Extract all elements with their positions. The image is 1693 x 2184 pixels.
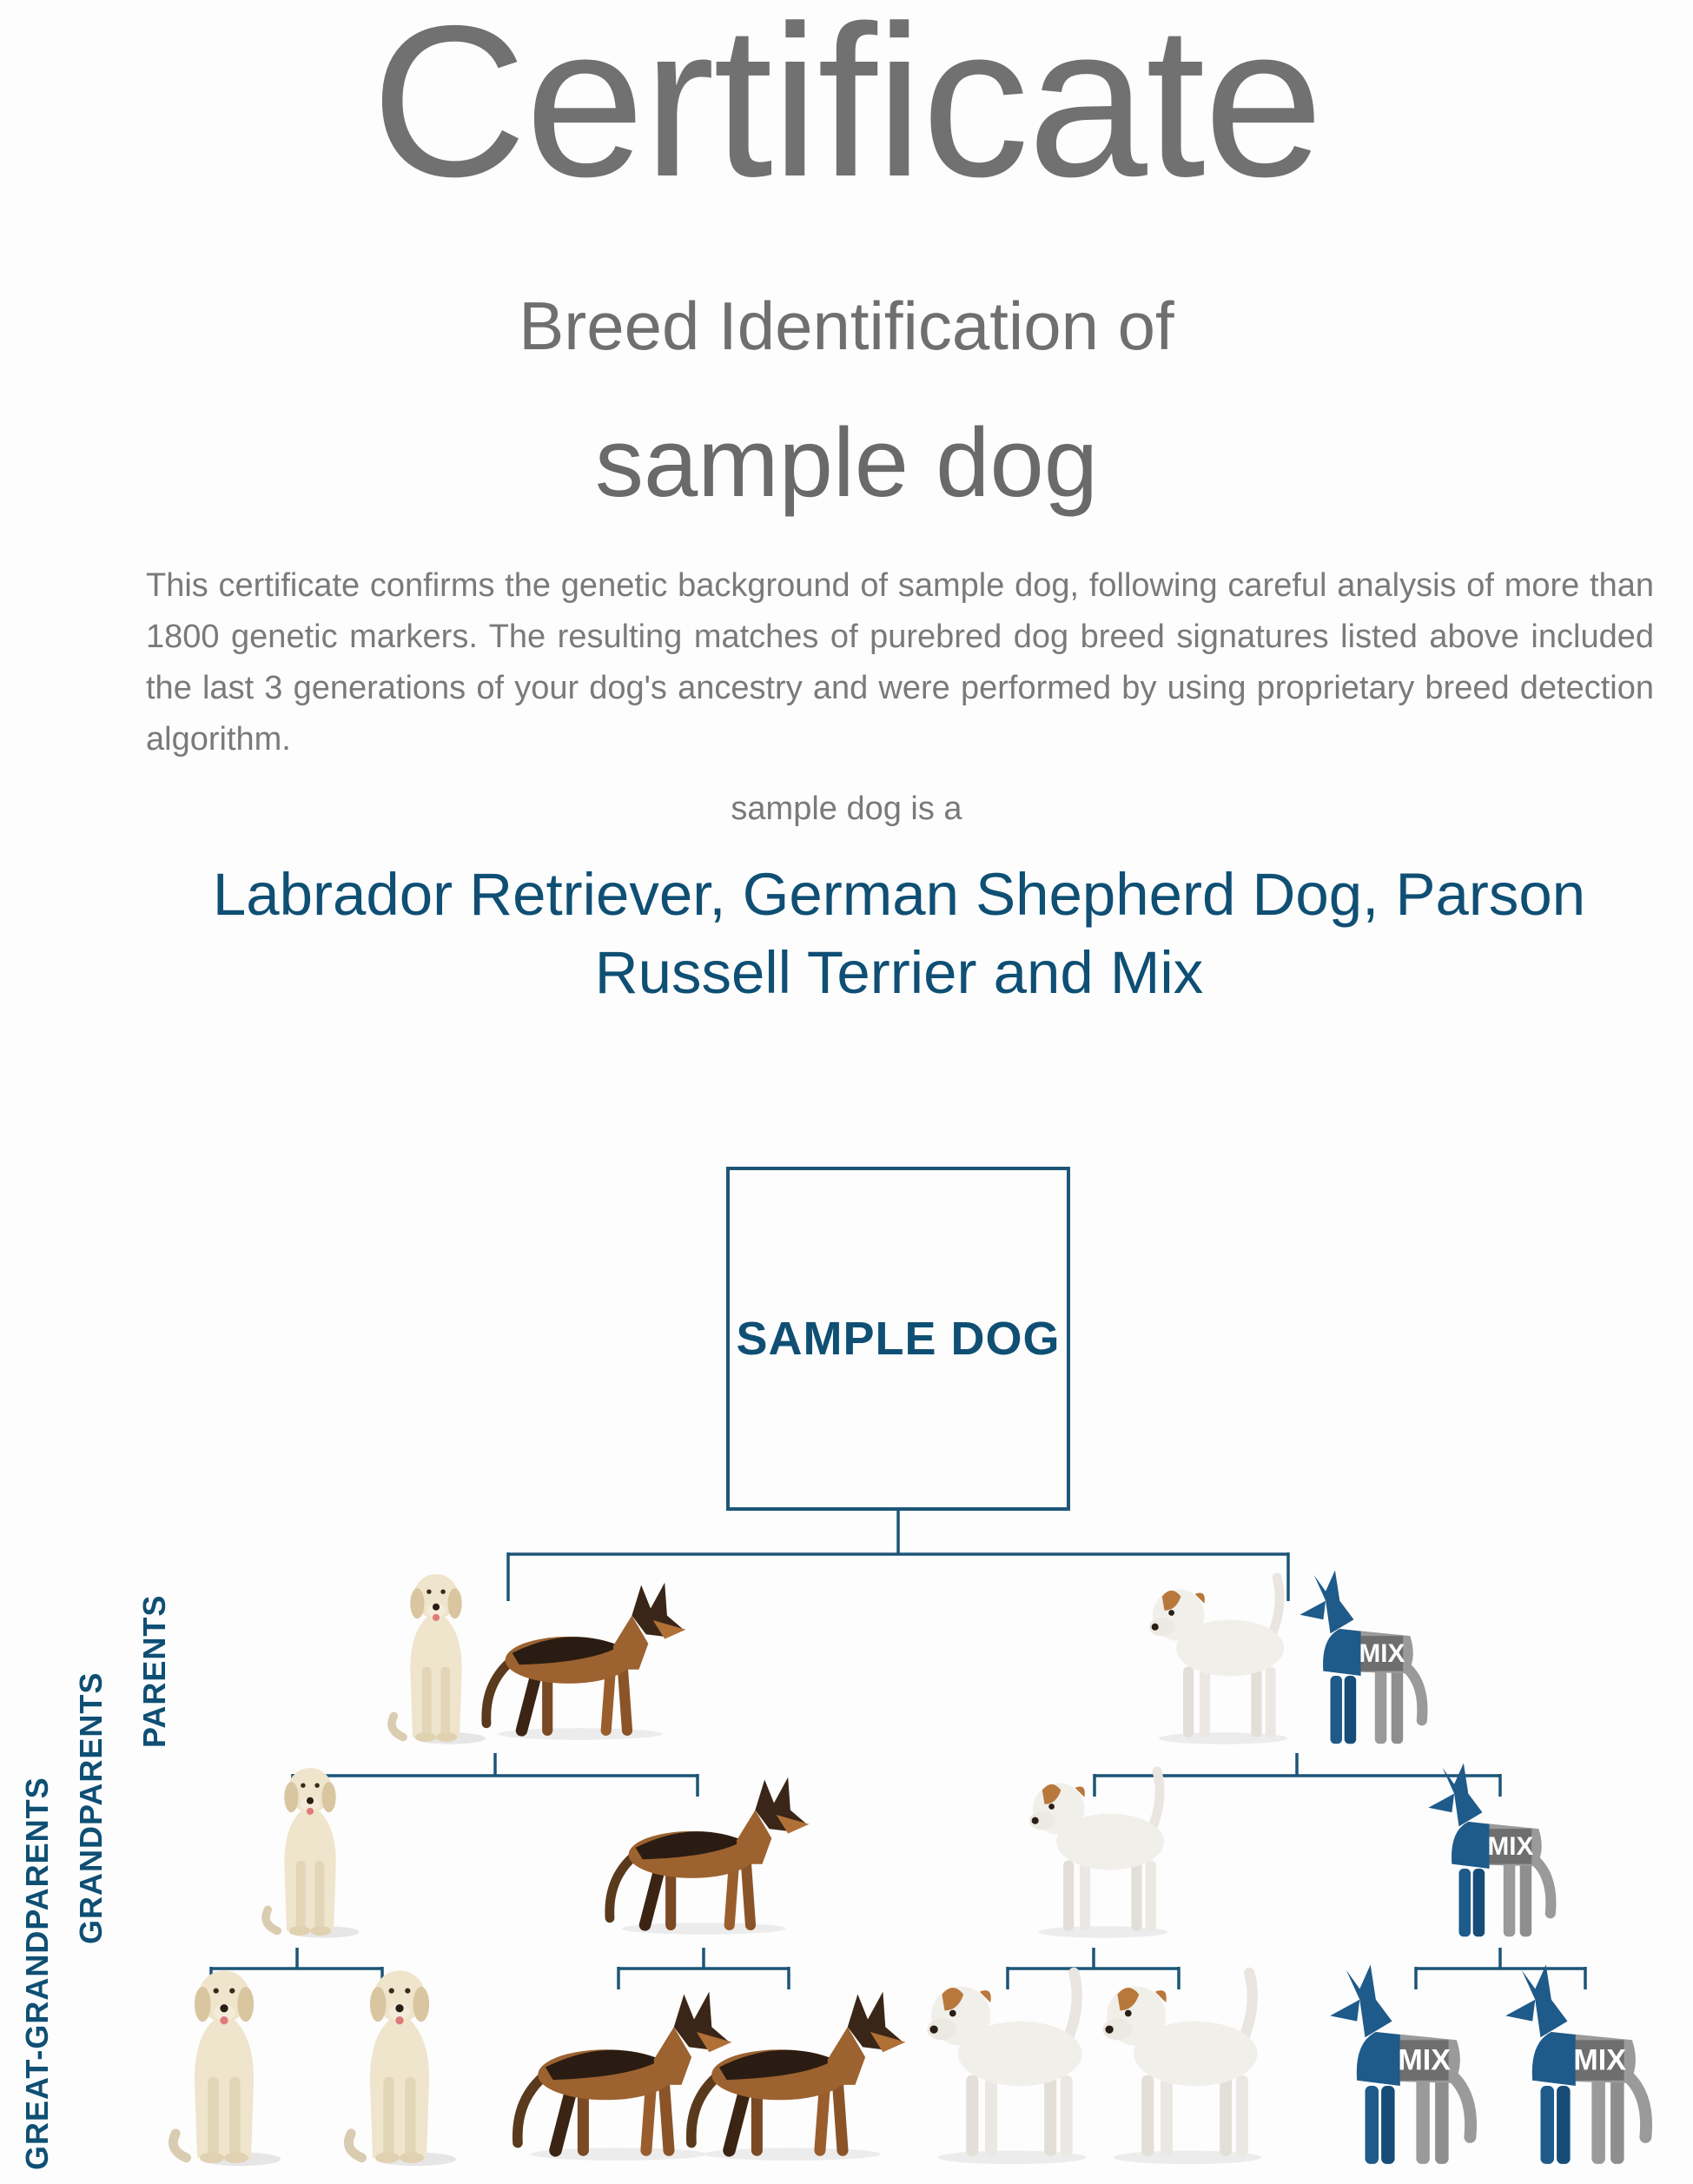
tree-root-label: SAMPLE DOG: [736, 1313, 1061, 1365]
german-shepherd-icon: [518, 1992, 732, 2161]
mix-breed-icon: [1505, 1965, 1646, 2164]
grandparents-label: GRANDPARENTS: [73, 1671, 109, 1944]
parents-label: PARENTS: [136, 1594, 172, 1748]
german-shepherd-icon: [691, 1992, 906, 2161]
tree-connectors: [211, 1511, 1585, 1989]
parson-russell-terrier-icon: [927, 1973, 1086, 2164]
labrador-retriever-icon: [173, 1970, 281, 2166]
breed-lead-in: sample dog is a: [731, 791, 962, 827]
mix-breed-icon: [1428, 1764, 1551, 1937]
parson-russell-terrier-icon: [1029, 1771, 1167, 1938]
dog-name: sample dog: [594, 408, 1099, 517]
certificate-title: Certificate: [371, 0, 1322, 222]
parson-russell-terrier-icon: [1102, 1973, 1261, 2164]
parson-russell-terrier-icon: [1149, 1578, 1287, 1744]
mix-breed-icon: [1300, 1571, 1422, 1744]
mix-breed-icon: [1330, 1965, 1471, 2164]
german-shepherd-icon: [610, 1777, 810, 1935]
great-grandparents-label: GREAT-GRANDPARENTS: [19, 1777, 55, 2170]
labrador-retriever-icon: [392, 1574, 486, 1744]
breed-result: Labrador Retriever, German Shepherd Dog, Parson Russell Terrier and Mix: [212, 861, 1586, 1006]
german-shepherd-icon: [486, 1583, 686, 1740]
certificate-subtitle: Breed Identification of: [519, 288, 1174, 364]
labrador-retriever-icon: [266, 1768, 360, 1938]
certificate-description: This certificate confirms the genetic background of sample dog, following careful analysis of more than 1800 genetic markers. The resulting matches of purebred dog breed signatures listed above included the last 3 generations of your dog's ancestry and were performed by using proprietary breed detection algorithm.: [146, 567, 1654, 758]
labrador-retriever-icon: [348, 1970, 456, 2166]
